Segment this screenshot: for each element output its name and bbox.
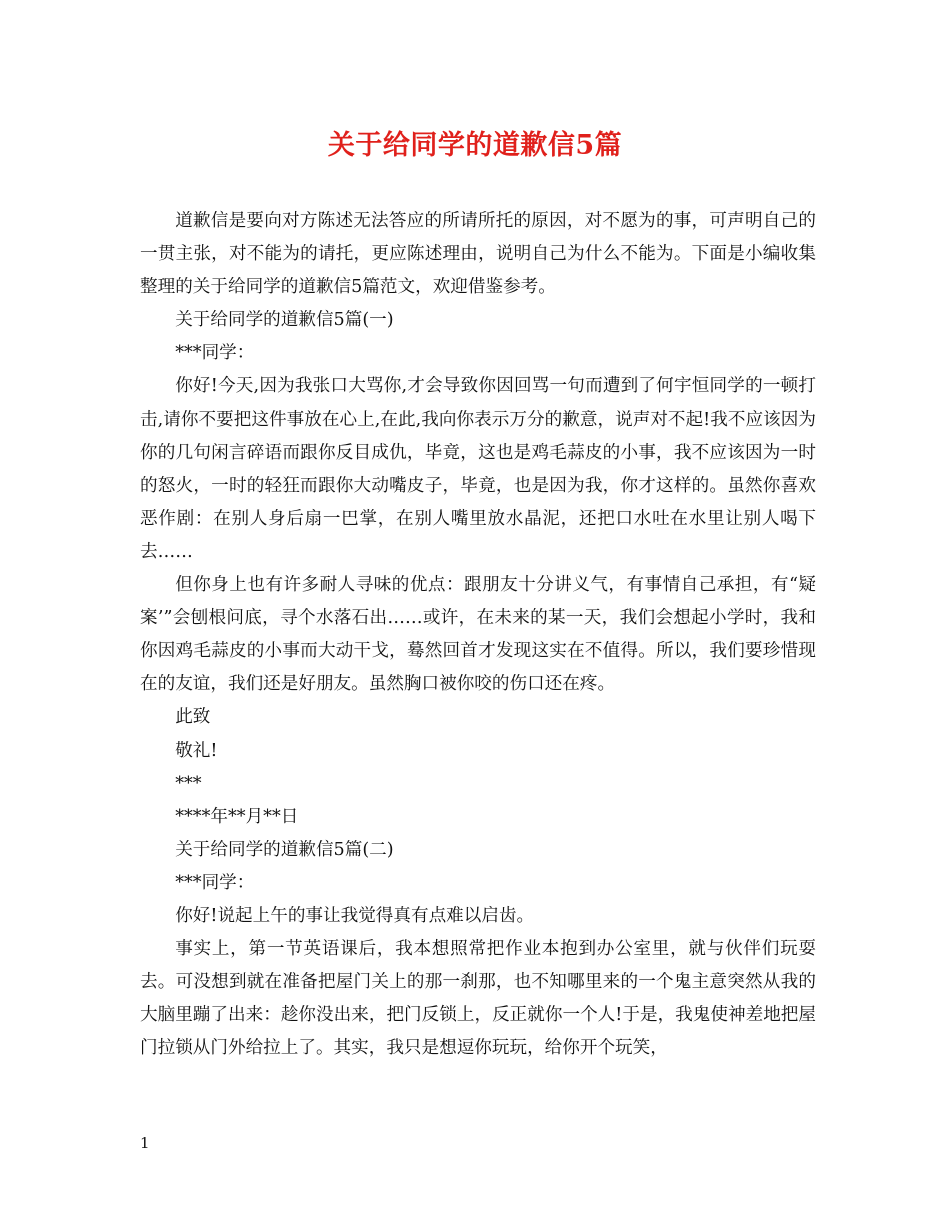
paragraph: 此致 [175,707,211,728]
paragraph: 你好!今天,因为我张口大骂你,才会导致你因回骂一句而遭到了何宇恒同学的一顿打击,请你不要把这件事放在心上,在此,我向你表示万分的歉意，说声对不起!我不应该因为你的几句闲言碎语而跟你反目成仇，毕竟，这也是鸡毛蒜皮的小事，我不应该因为一时的怒火，一时的轻狂而跟你大动嘴皮子，毕竟，也是因为我，你才这样的。虽然你喜欢恶作剧：在别人身后扇一巴掌，在别人嘴里放水晶泥，还把口水吐在水里让别人喝下去…… [140,376,816,562]
paragraph: 你好!说起上午的事让我觉得真有点难以启齿。 [175,905,535,926]
document-title: 关于给同学的道歉信5篇 [327,130,623,161]
paragraph: 敬礼! [175,740,218,761]
page-number: 1 [140,1134,150,1152]
paragraph: ***同学： [175,872,255,893]
paragraph: 但你身上也有许多耐人寻味的优点：跟朋友十分讲义气，有事情自己承担，有“疑案’”会刨根问底，寻个水落石出……或许，在未来的某一天，我们会想起小学时，我和你因鸡毛蒜皮的小事而大动干戈，蓦然回首才发现这实在不值得。所以，我们要珍惜现在的友谊，我们还是好朋友。虽然胸口被你咬的伤口还在疼。 [140,575,816,695]
paragraph: 关于给同学的道歉信5篇(二) [175,839,394,860]
paragraph: 道歉信是要向对方陈述无法答应的所请所托的原因，对不愿为的事，可声明自己的一贯主张，对不能为的请托，更应陈述理由，说明自己为什么不能为。下面是小编收集整理的关于给同学的道歉信5篇范文，欢迎借鉴参考。 [140,211,816,298]
paragraph: ***同学： [175,343,255,364]
paragraph: ****年**月**日 [175,806,299,827]
paragraph: *** [175,773,202,794]
paragraph: 事实上，第一节英语课后，我本想照常把作业本抱到办公室里，就与伙伴们玩耍去。可没想到就在准备把屋门关上的那一刹那，也不知哪里来的一个鬼主意突然从我的大脑里蹦了出来：趁你没出来，把门反锁上，反正就你一个人!于是，我鬼使神差地把屋门拉锁从门外给拉上了。其实，我只是想逗你玩玩，给你开个玩笑， [140,939,816,1059]
paragraph: 关于给同学的道歉信5篇(一) [175,310,394,331]
document-body [140,205,816,1065]
